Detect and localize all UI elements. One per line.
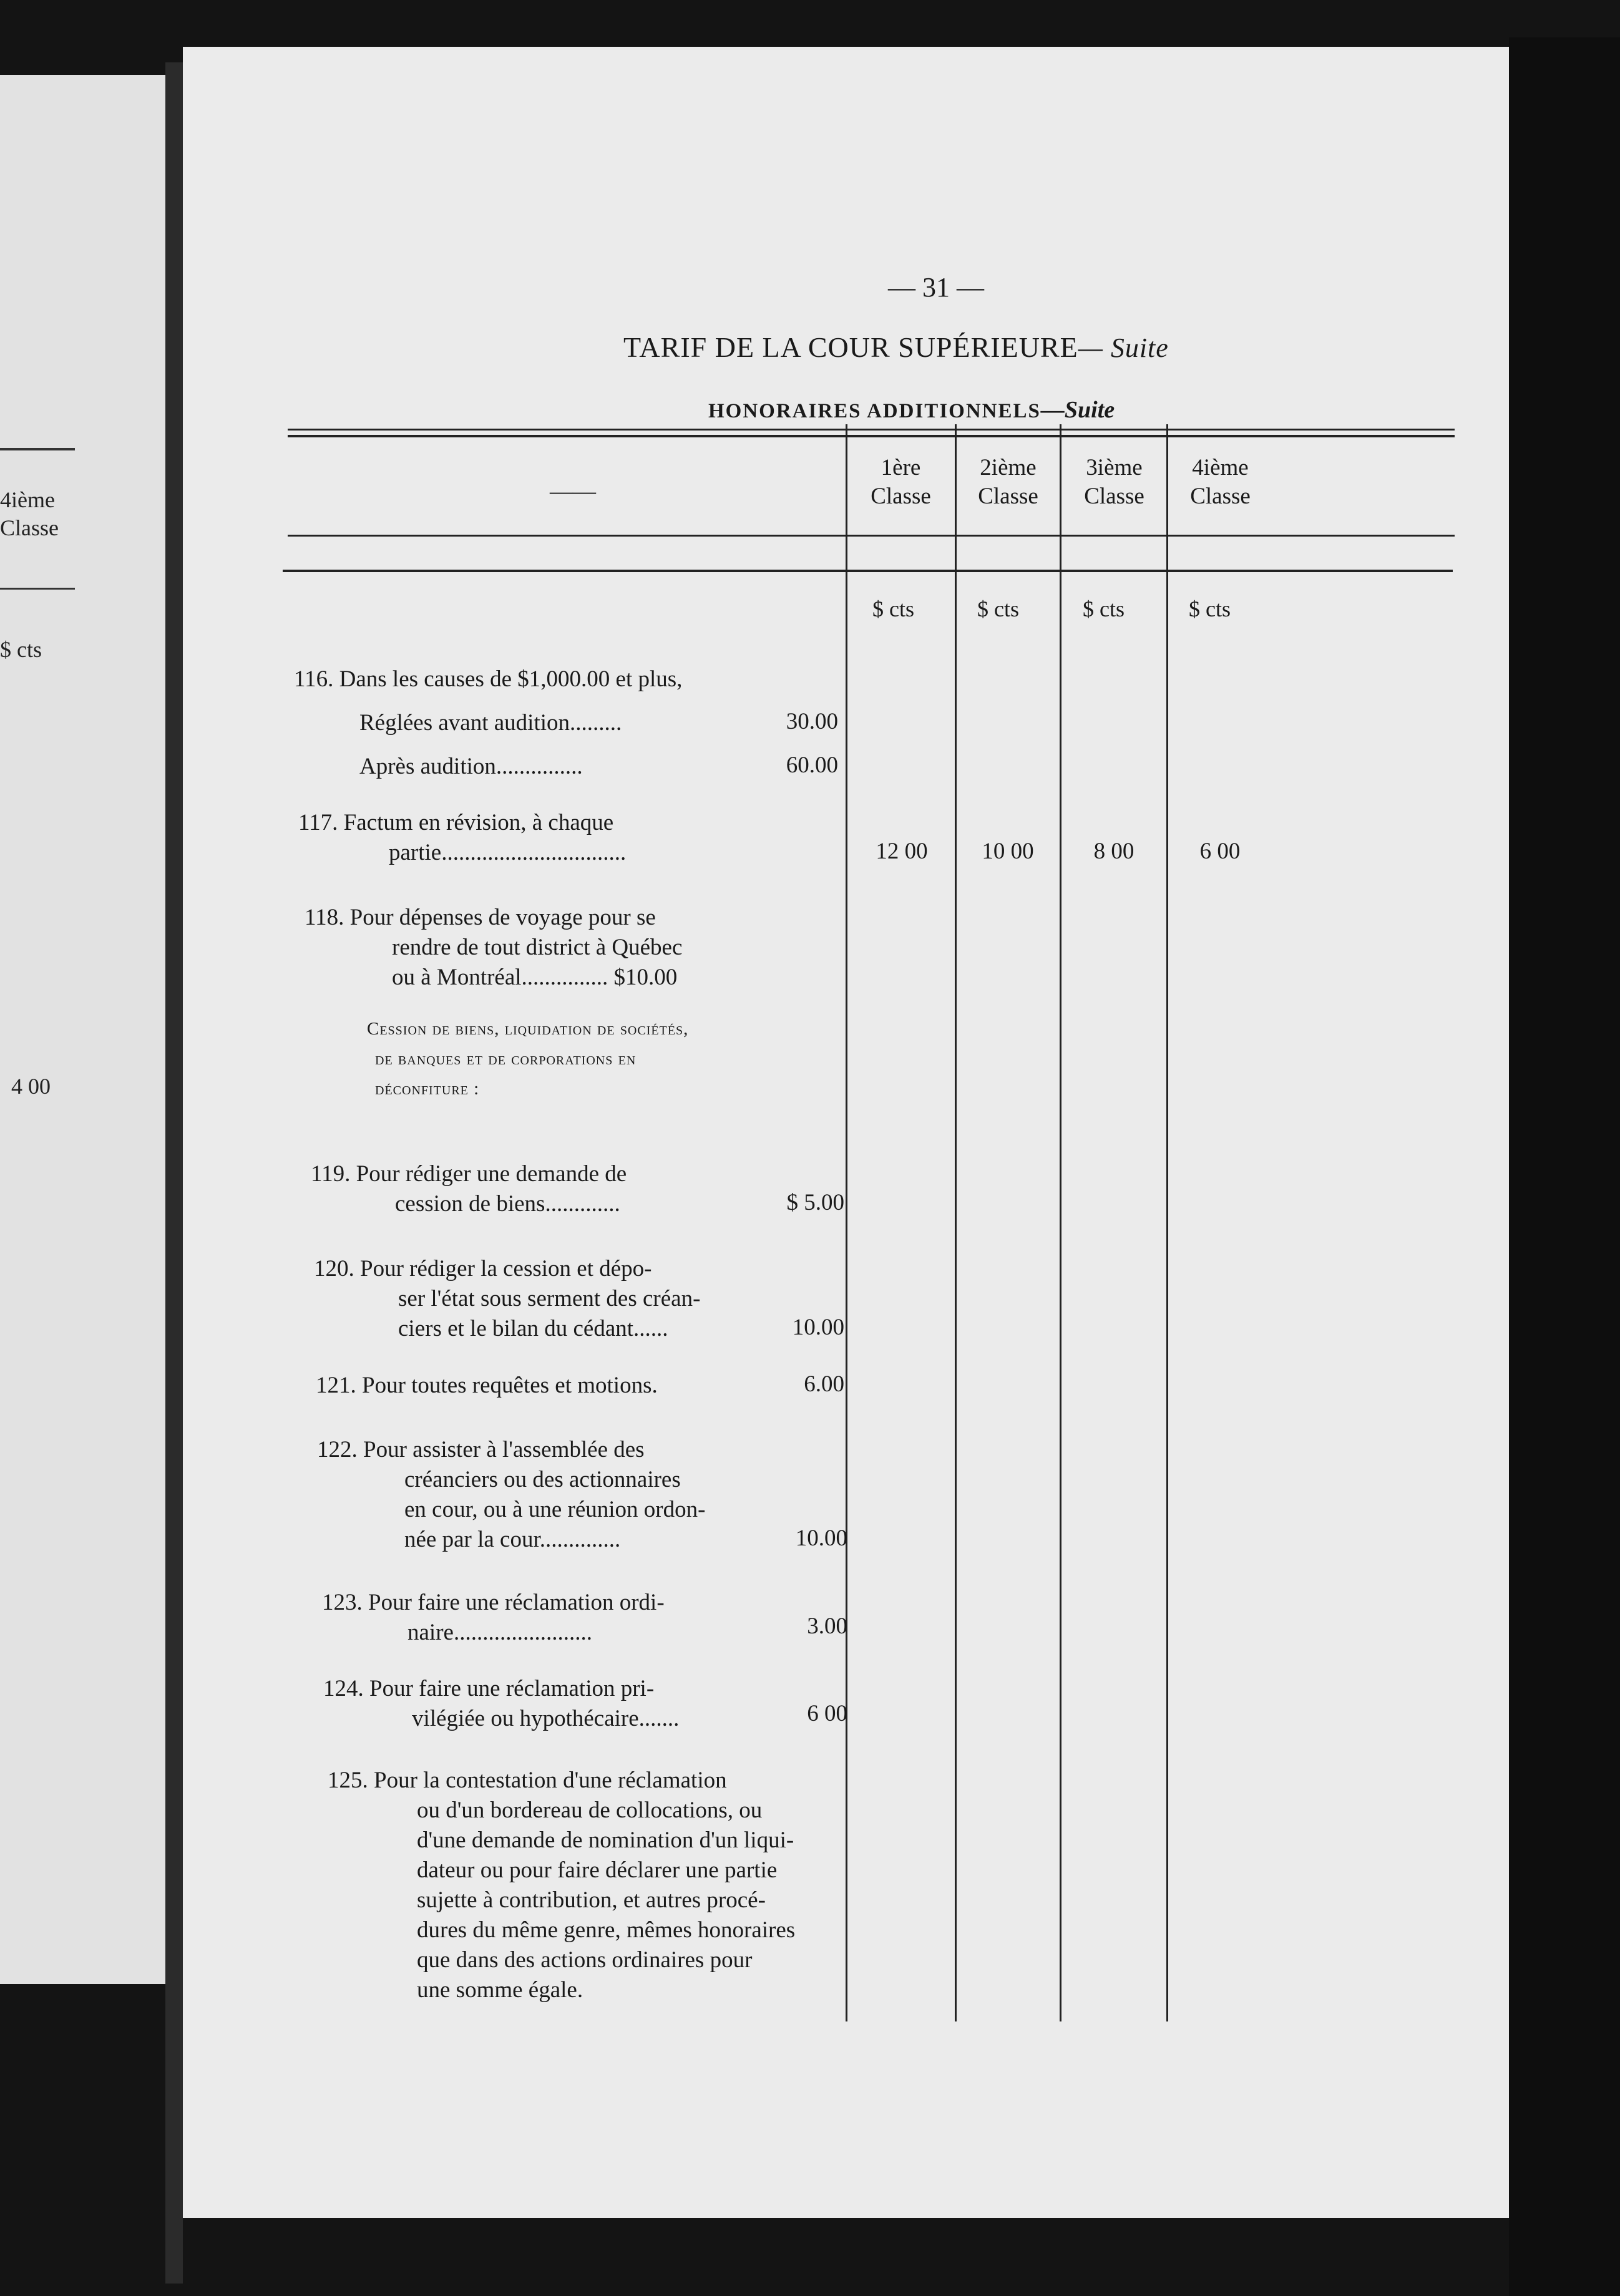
list-item-line: une somme égale.	[417, 1977, 583, 2003]
class-1-header: 1ère Classe	[871, 455, 931, 509]
list-item: 120. Pour rédiger la cession et dépo-	[314, 1256, 652, 1282]
list-item: 124. Pour faire une réclamation pri-	[323, 1676, 655, 1701]
left-page-header-1: 4ième	[0, 487, 55, 512]
amount: 6.00	[804, 1371, 844, 1397]
list-item-line: Réglées avant audition.........	[359, 710, 622, 736]
class-1-value: 12 00	[876, 839, 928, 864]
page-title: TARIF DE LA COUR SUPÉRIEURE— Suite	[623, 331, 1169, 363]
list-item-line: Après audition...............	[359, 754, 583, 779]
amount: 3.00	[807, 1613, 847, 1639]
left-page-header-2: Classe	[0, 515, 59, 540]
left-page-rule	[0, 448, 75, 450]
class-1-unit: $ cts	[872, 596, 914, 621]
amount: 60.00	[786, 752, 838, 778]
list-item-line: sujette à contribution, et autres procé-	[417, 1887, 766, 1913]
left-page-value: 4 00	[11, 1074, 51, 1099]
header-bottom-rule	[288, 535, 1455, 537]
table-top-rule	[288, 435, 1455, 437]
left-page	[0, 75, 165, 1984]
list-item: 117. Factum en révision, à chaque	[298, 810, 614, 835]
book-gutter	[165, 62, 183, 2284]
list-item-line: cession de biens.............	[395, 1191, 620, 1217]
list-item: 122. Pour assister à l'assemblée des	[317, 1437, 645, 1462]
list-item-line: d'une demande de nomination d'un liqui-	[417, 1827, 794, 1853]
list-item-line: dateur ou pour faire déclarer une partie	[417, 1857, 778, 1883]
column-divider	[1166, 424, 1168, 2021]
list-item-line: vilégiée ou hypothécaire.......	[412, 1706, 680, 1731]
amount: 30.00	[786, 709, 838, 734]
list-item-line: partie................................	[389, 840, 627, 865]
class-3-unit: $ cts	[1083, 596, 1125, 621]
amount: $ 5.00	[786, 1190, 844, 1215]
list-item-line: dures du même genre, mêmes honoraires	[417, 1917, 796, 1943]
class-4-value: 6 00	[1199, 839, 1241, 864]
list-item-line: rendre de tout district à Québec	[392, 935, 683, 960]
header-bottom-rule	[283, 570, 1453, 572]
left-page-unit: $ cts	[0, 637, 42, 662]
class-2-value: 10 00	[982, 839, 1034, 864]
list-item: 116. Dans les causes de $1,000.00 et plus,	[294, 666, 683, 692]
list-item: 125. Pour la contestation d'une réclamation	[328, 1768, 727, 1793]
list-item-line: ciers et le bilan du cédant......	[398, 1316, 668, 1341]
list-item-line: que dans des actions ordinaires pour	[417, 1947, 753, 1973]
class-2-unit: $ cts	[977, 596, 1019, 621]
list-item-line: en cour, ou à une réunion ordon-	[404, 1497, 706, 1522]
class-2-header: 2ième Classe	[978, 455, 1038, 509]
section-heading: Cession de biens, liquidation de sociétés,	[367, 1019, 689, 1039]
document-page	[183, 47, 1509, 2218]
class-4-unit: $ cts	[1189, 596, 1231, 621]
list-item: 123. Pour faire une réclamation ordi-	[322, 1590, 665, 1615]
list-item: 118. Pour dépenses de voyage pour se	[305, 905, 656, 930]
list-item-line: ser l'état sous serment des créan-	[398, 1286, 701, 1311]
list-item-line: ou d'un bordereau de collocations, ou	[417, 1797, 763, 1823]
page-subtitle: HONORAIRES ADDITIONNELS—Suite	[708, 397, 1115, 423]
list-item-line: née par la cour..............	[404, 1527, 621, 1552]
dark-border	[1509, 37, 1620, 2296]
list-item: 119. Pour rédiger une demande de	[311, 1161, 627, 1187]
column-divider	[1060, 424, 1061, 2021]
table-top-rule	[288, 429, 1455, 430]
section-heading: déconfiture :	[375, 1079, 480, 1099]
list-item-line: ou à Montréal............... $10.00	[392, 965, 678, 990]
class-4-header: 4ième Classe	[1190, 455, 1251, 509]
left-page-rule	[0, 588, 75, 590]
section-heading: de banques et de corporations en	[375, 1049, 637, 1069]
column-divider	[846, 424, 847, 2021]
class-3-header: 3ième Classe	[1084, 455, 1144, 509]
list-item: 121. Pour toutes requêtes et motions.	[316, 1373, 658, 1398]
class-3-value: 8 00	[1093, 839, 1134, 864]
amount: 10.00	[795, 1525, 847, 1551]
column-divider	[955, 424, 957, 2021]
list-item-line: créanciers ou des actionnaires	[404, 1467, 681, 1492]
amount: 6 00	[807, 1701, 847, 1726]
amount: 10.00	[792, 1315, 844, 1340]
page-number: — 31 —	[888, 272, 984, 303]
list-item-line: naire........................	[407, 1620, 592, 1645]
first-column-header: ——	[550, 479, 596, 504]
